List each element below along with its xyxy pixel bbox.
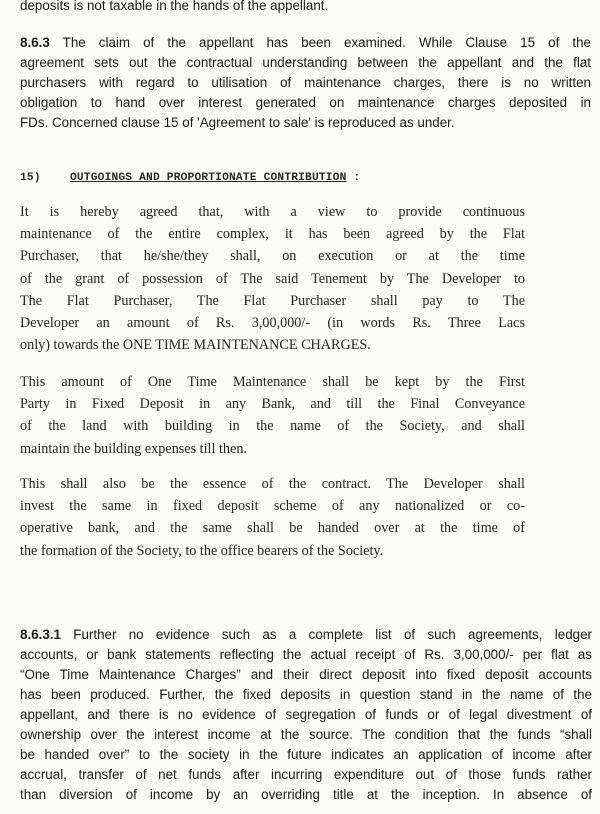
clause-line: operative bank, and the same shall be handed over at the time of xyxy=(20,520,525,537)
paragraph-line: accrual, transfer of net funds after incurring expenditure out of those funds rather xyxy=(20,767,592,782)
clause-line: the formation of the Society, to the office bearers of the Society. xyxy=(20,542,384,559)
clause-line: invest the same in fixed deposit scheme of any nationalized or co- xyxy=(20,498,525,515)
clause-heading xyxy=(20,172,480,184)
paragraph-line: has been produced. Further, the fixed deposits in question stand in the name of the xyxy=(20,687,592,702)
clause-paragraph-3 xyxy=(20,473,525,562)
clause-line: Developer an amount of Rs. 3,00,000/- (in words Rs. Three Lacs xyxy=(20,315,525,332)
paragraph-line: Further no evidence such as a complete list of such agreements, ledger xyxy=(73,627,592,642)
top-fragment-line: deposits is not taxable in the hands of the appellant. xyxy=(20,0,329,13)
paragraph-line: The claim of the appellant has been examined. While Clause 15 of the xyxy=(62,35,591,50)
paragraph-8-6-3 xyxy=(20,33,591,133)
paragraph-number: 8.6.3.1 xyxy=(20,627,61,642)
paragraph-line: purchasers with regard to utilisation of maintenance charges, there is no written xyxy=(20,75,591,90)
clause-number: 15) xyxy=(20,172,41,184)
clause-line: This amount of One Time Maintenance shall be kept by the First xyxy=(20,374,525,390)
clause-line: maintain the building expenses till then. xyxy=(20,440,247,457)
paragraph-line: ownership over the interest income at the source. The condition that the funds “shall xyxy=(20,727,592,742)
clause-line: The Flat Purchaser, The Flat Purchaser shall pay to The xyxy=(20,292,525,309)
clause-line: only) towards the ONE TIME MAINTENANCE CHARGES. xyxy=(20,337,371,354)
clause-line: Party in Fixed Deposit in any Bank, and till the Final Conveyance xyxy=(20,396,525,413)
clause-line: This shall also be the essence of the contract. The Developer shall xyxy=(20,476,525,492)
clause-colon: : xyxy=(346,172,361,184)
paragraph-line: be handed over” to the society in the future indicates an application of income after xyxy=(20,747,592,762)
clause-paragraph-2 xyxy=(20,371,525,460)
clause-line: Purchaser, that he/she/they shall, on execution or at the time xyxy=(20,248,525,265)
clause-line: of the grant of possession of The said Tenement by The Developer to xyxy=(20,270,525,287)
clause-title: OUTGOINGS AND PROPORTIONATE CONTRIBUTION xyxy=(70,172,347,184)
paragraph-number: 8.6.3 xyxy=(20,35,50,50)
paragraph-line: “One Time Maintenance Charges” and their direct deposit into fixed deposit accounts xyxy=(20,667,592,682)
paragraph-line: obligation to hand over interest generated on maintenance charges deposited in xyxy=(20,95,591,110)
paragraph-8-6-3-1 xyxy=(20,625,592,805)
clause-line: of the land with building in the name of the Society, and shall xyxy=(20,418,525,435)
paragraph-line: FDs. Concerned clause 15 of 'Agreement to sale' is reproduced as under. xyxy=(20,115,455,130)
clause-line: maintenance of the entire complex, it has been agreed by the Flat xyxy=(20,226,525,243)
paragraph-line: agreement sets out the contractual understanding between the appellant and the flat xyxy=(20,55,591,70)
clause-line: It is hereby agreed that, with a view to provide continuous xyxy=(20,204,525,220)
paragraph-line: than diversion of income by an overriding title at the inception. In absence of xyxy=(20,787,592,802)
paragraph-line: accounts, or bank statements reflecting the actual receipt of Rs. 3,00,000/- per flat as xyxy=(20,647,592,662)
paragraph-line: appellant, and there is no evidence of segregation of funds or of legal divestment of xyxy=(20,707,592,722)
clause-paragraph-1 xyxy=(20,201,525,356)
